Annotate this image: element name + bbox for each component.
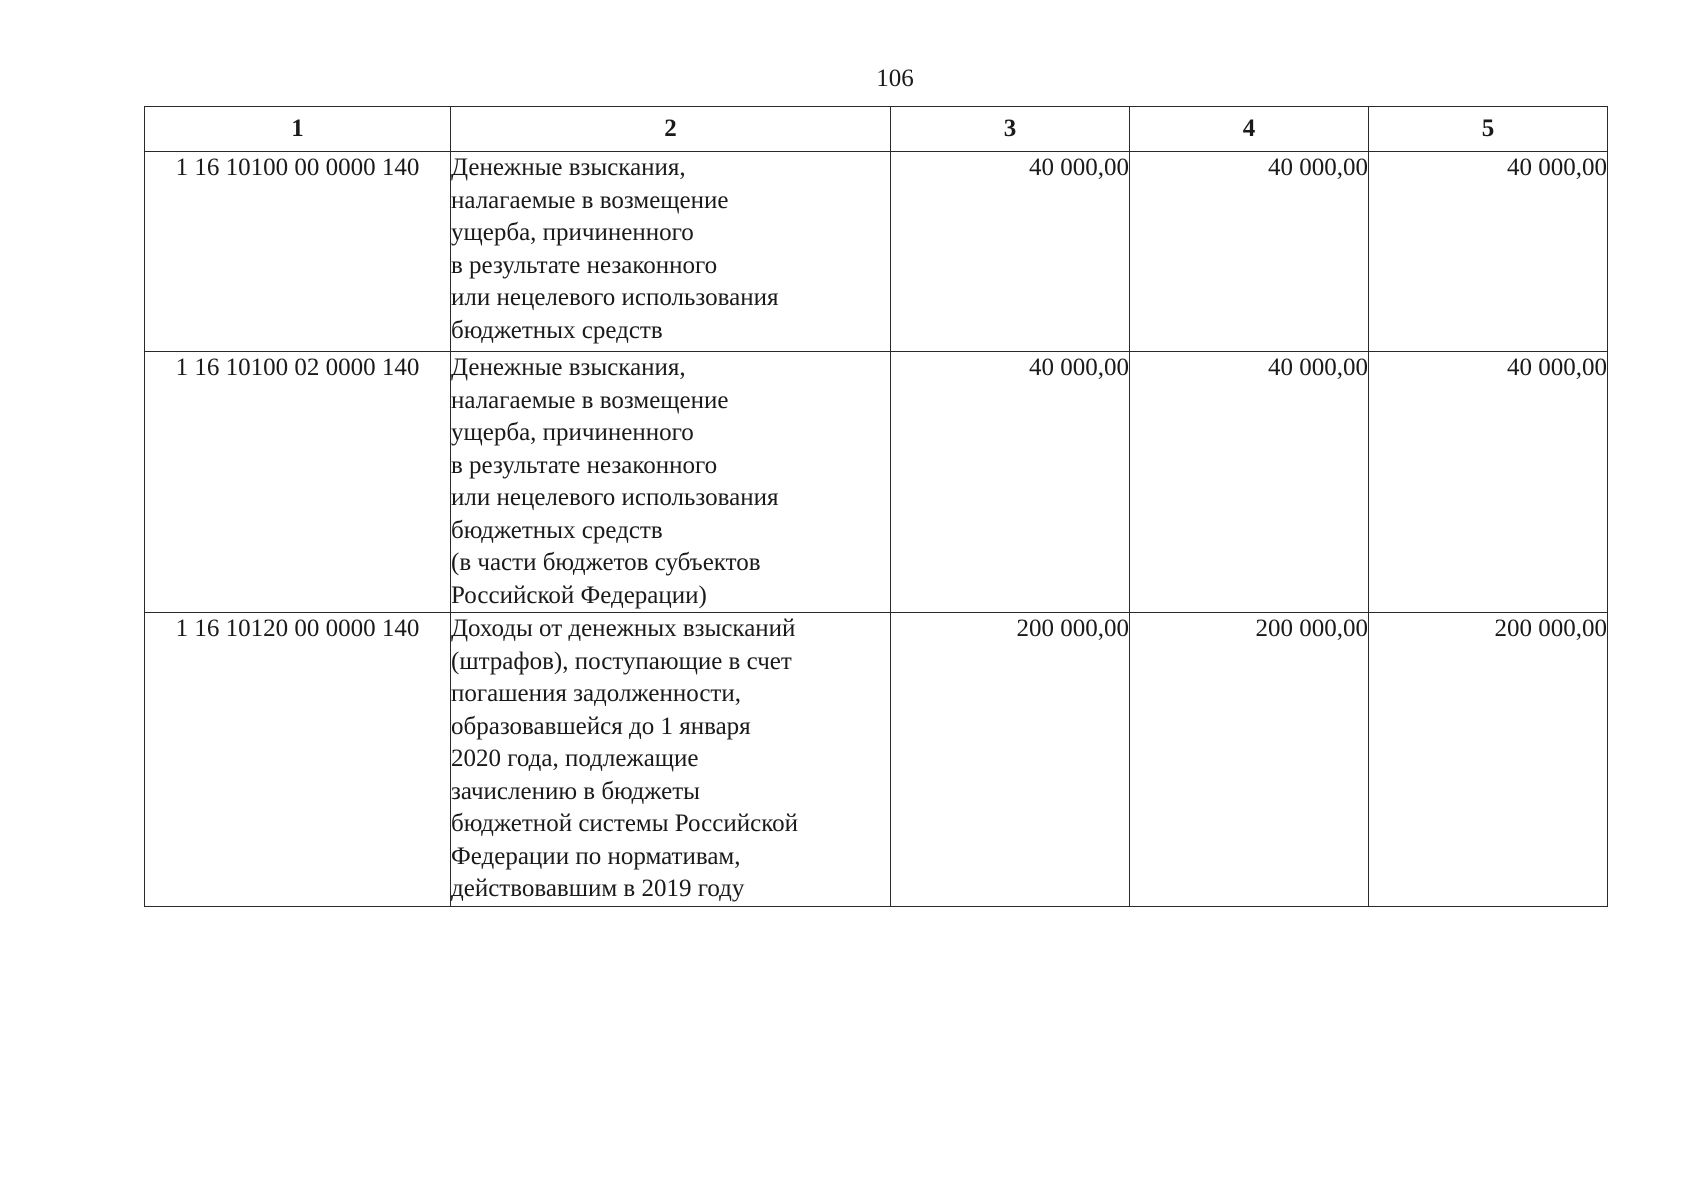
table-row — [145, 152, 1608, 352]
amount-col3: 40 000,00 — [891, 152, 1130, 352]
amount-col5: 200 000,00 — [1369, 613, 1608, 907]
table-row — [145, 352, 1608, 613]
revenue-description: Денежные взыскания, налагаемые в возмещение ущерба, причиненного в результате незаконного или нецелевого использования бюджетных средств — [451, 152, 891, 352]
revenue-description: Доходы от денежных взысканий (штрафов), поступающие в счет погашения задолженности, образовавшейся до 1 января 2020 года, подлежащие зачислению в бюджеты бюджетной системы Российской Федерации по нормативам, действовавшим в 2019 году — [451, 613, 891, 907]
table-header — [145, 107, 1608, 152]
table-header-row — [145, 107, 1608, 152]
amount-col4: 40 000,00 — [1130, 352, 1369, 613]
table-body — [145, 152, 1608, 907]
column-header-2: 2 — [451, 107, 891, 152]
revenue-code: 1 16 10120 00 0000 140 — [145, 613, 451, 907]
column-header-3: 3 — [891, 107, 1130, 152]
amount-col4: 40 000,00 — [1130, 152, 1369, 352]
column-header-5: 5 — [1369, 107, 1608, 152]
budget-revenue-table — [144, 106, 1608, 907]
amount-col3: 200 000,00 — [891, 613, 1130, 907]
amount-col5: 40 000,00 — [1369, 352, 1608, 613]
table-row — [145, 613, 1608, 907]
revenue-code: 1 16 10100 02 0000 140 — [145, 352, 451, 613]
amount-col4: 200 000,00 — [1130, 613, 1369, 907]
page-number: 106 — [876, 65, 914, 92]
revenue-code: 1 16 10100 00 0000 140 — [145, 152, 451, 352]
column-header-4: 4 — [1130, 107, 1369, 152]
amount-col5: 40 000,00 — [1369, 152, 1608, 352]
revenue-description: Денежные взыскания, налагаемые в возмещение ущерба, причиненного в результате незаконного или нецелевого использования бюджетных средств (в части бюджетов субъектов Российской Федерации) — [451, 352, 891, 613]
column-header-1: 1 — [145, 107, 451, 152]
amount-col3: 40 000,00 — [891, 352, 1130, 613]
